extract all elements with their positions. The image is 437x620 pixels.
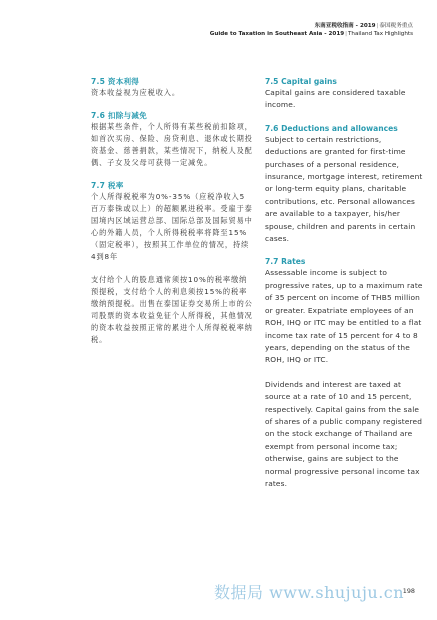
english-column <box>265 76 425 490</box>
page-number: 198 <box>402 587 415 595</box>
en-deductions-heading: 7.6 Deductions and allowances <box>265 123 398 133</box>
cn-rates-heading: 7.7 税率 <box>91 181 124 190</box>
en-capital-gains-heading: 7.5 Capital gains <box>265 77 337 86</box>
en-rates-text-2: Dividends and interest are taxed at source at a rate of 10 and 15 percent, respectively. Capital gains from the sale of shares of a public company registered on the stock exchange of Thailand are exempt from personal income tax; otherwise, gains are subject to the normal progressive personal income tax rates. <box>265 379 423 488</box>
header-english-title: Guide to Taxation in Southeast Asia - 2019|Thailand Tax Highlights <box>209 31 413 37</box>
chinese-column <box>91 76 253 346</box>
watermark: 数据局 www.shujuju.cn <box>214 583 405 602</box>
cn-capital-gains-text: 资本收益视为应税收入。 <box>91 88 180 97</box>
cn-capital-gains-heading: 7.5 资本利得 <box>91 77 140 86</box>
en-deductions-text: Subject to certain restrictions, deductions are granted for first-time purchases of a personal residence, insurance, mortgage interest, retirement or long-term equity plans, charitable contributions, etc. Personal allowances are available to a taxpayer, his/her spouse, children and parents in certain cases. <box>265 134 423 244</box>
cn-rates-text-1: 个人所得税税率为0%-35%（应税净收入5百万泰铢或以上）的超额累进税率。受雇于泰国境内区域运营总部、国际总部及国际贸易中心的外籍人员，个人所得税税率将降至15%（固定税率），按照其工作单位的情况，持续4到8年 <box>91 192 253 261</box>
en-capital-gains-text: Capital gains are considered taxable income. <box>265 88 406 110</box>
cn-deductions-heading: 7.6 扣除与减免 <box>91 111 147 120</box>
cn-rates-text-2: 支付给个人的股息通常须按10%的税率缴纳预提税，支付给个人的利息须按15%的税率缴纳预提税。出售在泰国证券交易所上市的公司股票的资本收益免征个人所得税，其他情况的资本收益按照正常的累进个人所得税税率纳税。 <box>91 275 253 344</box>
running-header <box>210 22 413 38</box>
cn-deductions-text: 根据某些条件，个人所得有某些税前扣除项，如首次买房、保险、房贷利息、退休或长期投资基金、慈善捐款，某些情况下，纳税人及配偶、子女及父母可获得一定减免。 <box>91 122 253 167</box>
en-rates-heading: 7.7 Rates <box>265 257 306 267</box>
header-chinese-title: 东南亚税收指南 - 2019|泰国税务重点 <box>314 23 413 29</box>
en-rates-text-1: Assessable income is subject to progressive rates, up to a maximum rate of 35 percent on income of THB5 million or greater. Expatriate employees of an ROH, IHQ or ITC may be entitled to a flat income tax rate of 15 percent for 4 to 8 years, depending on the status of the ROH, IHQ or ITC. <box>265 268 423 365</box>
